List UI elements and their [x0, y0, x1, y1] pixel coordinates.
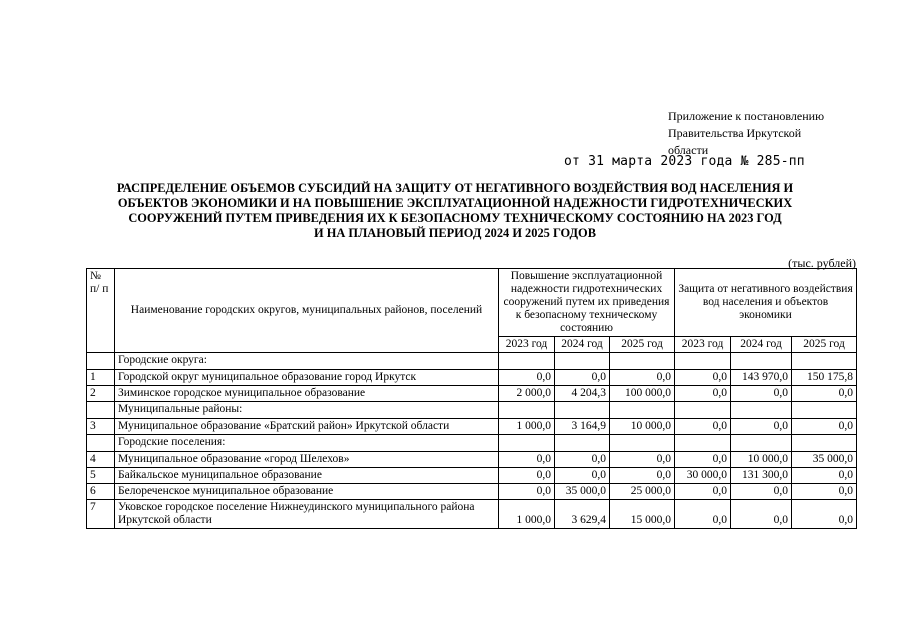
- empty-cell: [555, 402, 610, 419]
- amount-cell: 0,0: [499, 452, 555, 468]
- empty-cell: [499, 353, 555, 370]
- appendix-line-1: Приложение к постановлению: [668, 109, 825, 123]
- municipality-name: Муниципальное образование «город Шелехов»: [115, 452, 499, 468]
- amount-cell: 0,0: [675, 500, 731, 529]
- row-number: 4: [87, 452, 115, 468]
- amount-cell: 25 000,0: [610, 484, 675, 500]
- section-label: Муниципальные районы:: [115, 402, 499, 419]
- section-num-cell: [87, 435, 115, 452]
- header-name: Наименование городских округов, муниципальных районов, поселений: [115, 269, 499, 353]
- amount-cell: 35 000,0: [792, 452, 857, 468]
- amount-cell: 0,0: [792, 484, 857, 500]
- amount-cell: 0,0: [555, 370, 610, 386]
- empty-cell: [555, 435, 610, 452]
- amount-cell: 15 000,0: [610, 500, 675, 529]
- amount-cell: 0,0: [731, 386, 792, 402]
- empty-cell: [610, 402, 675, 419]
- table-row: [87, 370, 857, 386]
- empty-cell: [731, 402, 792, 419]
- amount-cell: 0,0: [610, 468, 675, 484]
- row-number: 3: [87, 419, 115, 435]
- table-row: [87, 386, 857, 402]
- amount-cell: 0,0: [675, 370, 731, 386]
- empty-cell: [499, 402, 555, 419]
- municipality-name: Зиминское городское муниципальное образование: [115, 386, 499, 402]
- row-number: 1: [87, 370, 115, 386]
- amount-cell: 0,0: [499, 370, 555, 386]
- municipality-name: Городской округ муниципальное образование город Иркутск: [115, 370, 499, 386]
- amount-cell: 0,0: [555, 452, 610, 468]
- section-row: [87, 353, 857, 370]
- header-group-protection: Защита от негативного воздействия вод населения и объектов экономики: [675, 269, 857, 337]
- empty-cell: [792, 435, 857, 452]
- header-year: 2025 год: [792, 337, 857, 353]
- amount-cell: 0,0: [792, 419, 857, 435]
- empty-cell: [675, 402, 731, 419]
- header-year: 2024 год: [555, 337, 610, 353]
- appendix-block: [668, 108, 888, 159]
- empty-cell: [792, 402, 857, 419]
- section-label: Городские округа:: [115, 353, 499, 370]
- empty-cell: [792, 353, 857, 370]
- title-line-1: РАСПРЕДЕЛЕНИЕ ОБЪЕМОВ СУБСИДИЙ НА ЗАЩИТУ ОТ НЕГАТИВНОГО ВОЗДЕЙСТВИЯ ВОД НАСЕЛЕНИЯ И: [116, 181, 794, 195]
- amount-cell: 0,0: [610, 452, 675, 468]
- amount-cell: 0,0: [675, 419, 731, 435]
- document-title: [60, 181, 850, 241]
- empty-cell: [499, 435, 555, 452]
- table-row: [87, 452, 857, 468]
- title-line-2: ОБЪЕКТОВ ЭКОНОМИКИ И НА ПОВЫШЕНИЕ ЭКСПЛУАТАЦИОННОЙ НАДЕЖНОСТИ ГИДРОТЕХНИЧЕСКИХ: [117, 196, 793, 210]
- units-label: (тыс. рублей): [788, 256, 856, 270]
- empty-cell: [610, 353, 675, 370]
- municipality-name: Муниципальное образование «Братский район» Иркутской области: [115, 419, 499, 435]
- amount-cell: 0,0: [499, 468, 555, 484]
- amount-cell: 35 000,0: [555, 484, 610, 500]
- amount-cell: 100 000,0: [610, 386, 675, 402]
- row-number: 5: [87, 468, 115, 484]
- amount-cell: 131 300,0: [731, 468, 792, 484]
- municipality-name: Уковское городское поселение Нижнеудинского муниципального района Иркутской области: [115, 500, 499, 529]
- amount-cell: 0,0: [675, 452, 731, 468]
- municipality-name: Белореченское муниципальное образование: [115, 484, 499, 500]
- amount-cell: 150 175,8: [792, 370, 857, 386]
- header-num: № п/ п: [87, 269, 115, 353]
- amount-cell: 0,0: [731, 419, 792, 435]
- amount-cell: 3 164,9: [555, 419, 610, 435]
- amount-cell: 2 000,0: [499, 386, 555, 402]
- appendix-line-3: области: [668, 143, 709, 157]
- amount-cell: 0,0: [499, 484, 555, 500]
- amount-cell: 0,0: [555, 468, 610, 484]
- amount-cell: 1 000,0: [499, 500, 555, 529]
- decree-reference: от 31 марта 2023 года № 285-пп: [564, 154, 805, 169]
- empty-cell: [610, 435, 675, 452]
- amount-cell: 0,0: [792, 500, 857, 529]
- row-number: 2: [87, 386, 115, 402]
- section-num-cell: [87, 402, 115, 419]
- title-line-3: СООРУЖЕНИЙ ПУТЕМ ПРИВЕДЕНИЯ ИХ К БЕЗОПАСНОМУ ТЕХНИЧЕСКОМУ СОСТОЯНИЮ НА 2023 ГОД: [128, 211, 782, 225]
- table-row: [87, 484, 857, 500]
- table-body: [87, 353, 857, 529]
- empty-cell: [731, 353, 792, 370]
- header-year: 2025 год: [610, 337, 675, 353]
- empty-cell: [731, 435, 792, 452]
- row-number: 7: [87, 500, 115, 529]
- row-number: 6: [87, 484, 115, 500]
- subsidy-table: [86, 268, 857, 529]
- amount-cell: 3 629,4: [555, 500, 610, 529]
- section-row: [87, 435, 857, 452]
- header-year: 2023 год: [675, 337, 731, 353]
- header-year: 2024 год: [731, 337, 792, 353]
- title-line-4: И НА ПЛАНОВЫЙ ПЕРИОД 2024 И 2025 ГОДОВ: [314, 226, 596, 240]
- amount-cell: 10 000,0: [731, 452, 792, 468]
- amount-cell: 4 204,3: [555, 386, 610, 402]
- amount-cell: 143 970,0: [731, 370, 792, 386]
- table-row: [87, 500, 857, 529]
- amount-cell: 0,0: [792, 468, 857, 484]
- empty-cell: [555, 353, 610, 370]
- section-label: Городские поселения:: [115, 435, 499, 452]
- amount-cell: 1 000,0: [499, 419, 555, 435]
- amount-cell: 0,0: [610, 370, 675, 386]
- empty-cell: [675, 353, 731, 370]
- table-row: [87, 468, 857, 484]
- empty-cell: [675, 435, 731, 452]
- amount-cell: 0,0: [675, 386, 731, 402]
- amount-cell: 0,0: [731, 484, 792, 500]
- amount-cell: 0,0: [675, 484, 731, 500]
- municipality-name: Байкальское муниципальное образование: [115, 468, 499, 484]
- section-num-cell: [87, 353, 115, 370]
- amount-cell: 0,0: [731, 500, 792, 529]
- header-group-reliability: Повышение эксплуатационной надежности гидротехнических сооружений путем их приведения к безопасному техническому состоянию: [499, 269, 675, 337]
- section-row: [87, 402, 857, 419]
- amount-cell: 30 000,0: [675, 468, 731, 484]
- amount-cell: 0,0: [792, 386, 857, 402]
- table-row: [87, 419, 857, 435]
- header-year: 2023 год: [499, 337, 555, 353]
- appendix-line-2: Правительства Иркутской: [668, 126, 802, 140]
- amount-cell: 10 000,0: [610, 419, 675, 435]
